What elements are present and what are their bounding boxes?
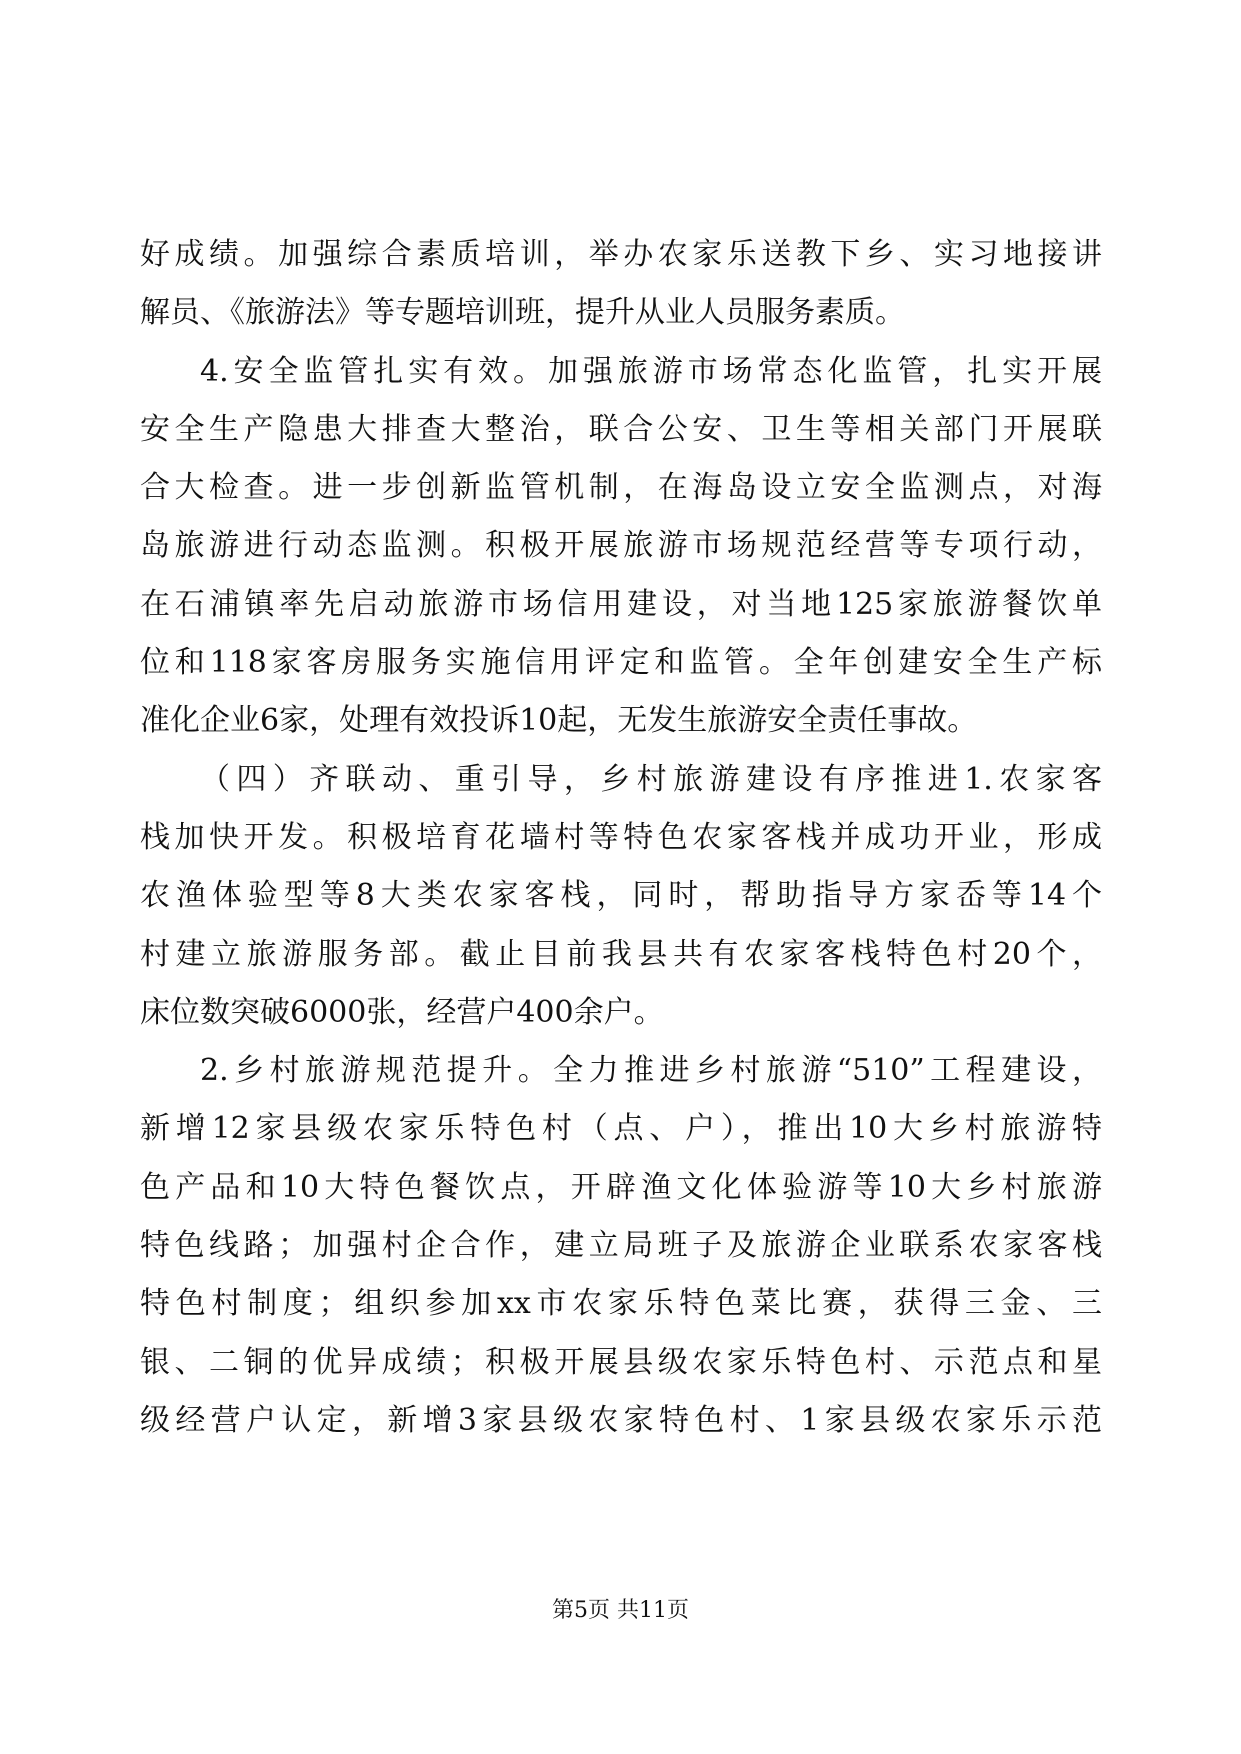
- text-line: （四）齐联动、重引导，乡村旅游建设有序推进1.农家客: [200, 761, 1102, 797]
- text-line: 特色线路；加强村企合作，建立局班子及旅游企业联系农家客栈: [140, 1228, 1102, 1264]
- text-line: 在石浦镇率先启动旅游市场信用建设，对当地125家旅游餐饮单: [140, 586, 1102, 622]
- page-number-footer: 第5页 共11页: [552, 1598, 689, 1623]
- text-line: 特色村制度；组织参加xx市农家乐特色菜比赛，获得三金、三: [140, 1286, 1102, 1322]
- text-line: 村建立旅游服务部。截止目前我县共有农家客栈特色村20个，: [140, 936, 1102, 972]
- text-line: 色产品和10大特色餐饮点，开辟渔文化体验游等10大乡村旅游: [140, 1169, 1102, 1205]
- text-line: 安全生产隐患大排查大整治，联合公安、卫生等相关部门开展联: [140, 411, 1102, 447]
- text-line: 2.乡村旅游规范提升。全力推进乡村旅游“510”工程建设，: [200, 1053, 1102, 1089]
- text-line: 合大检查。进一步创新监管机制，在海岛设立安全监测点，对海: [140, 470, 1102, 506]
- document-body: [140, 226, 1102, 1450]
- text-line: 好成绩。加强综合素质培训，举办农家乐送教下乡、实习地接讲: [140, 237, 1102, 272]
- text-line: 解员、《旅游法》等专题培训班，提升从业人员服务素质。: [140, 295, 905, 331]
- text-line: 栈加快开发。积极培育花墙村等特色农家客栈并成功开业，形成: [140, 819, 1102, 855]
- text-line: 4.安全监管扎实有效。加强旅游市场常态化监管，扎实开展: [200, 353, 1102, 389]
- text-line: 准化企业6家，处理有效投诉10起，无发生旅游安全责任事故。: [140, 703, 978, 739]
- text-line: 位和118家客房服务实施信用评定和监管。全年创建安全生产标: [140, 645, 1102, 681]
- text-line: 银、二铜的优异成绩；积极开展县级农家乐特色村、示范点和星: [140, 1344, 1102, 1380]
- text-line: 岛旅游进行动态监测。积极开展旅游市场规范经营等专项行动，: [140, 528, 1102, 564]
- text-line: 级经营户认定，新增3家县级农家特色村、1家县级农家乐示范: [140, 1402, 1102, 1438]
- text-line: 床位数突破6000张，经营户400余户。: [140, 994, 664, 1030]
- text-line: 农渔体验型等8大类农家客栈，同时，帮助指导方家岙等14个: [140, 878, 1102, 914]
- text-line: 新增12家县级农家乐特色村（点、户），推出10大乡村旅游特: [140, 1111, 1102, 1147]
